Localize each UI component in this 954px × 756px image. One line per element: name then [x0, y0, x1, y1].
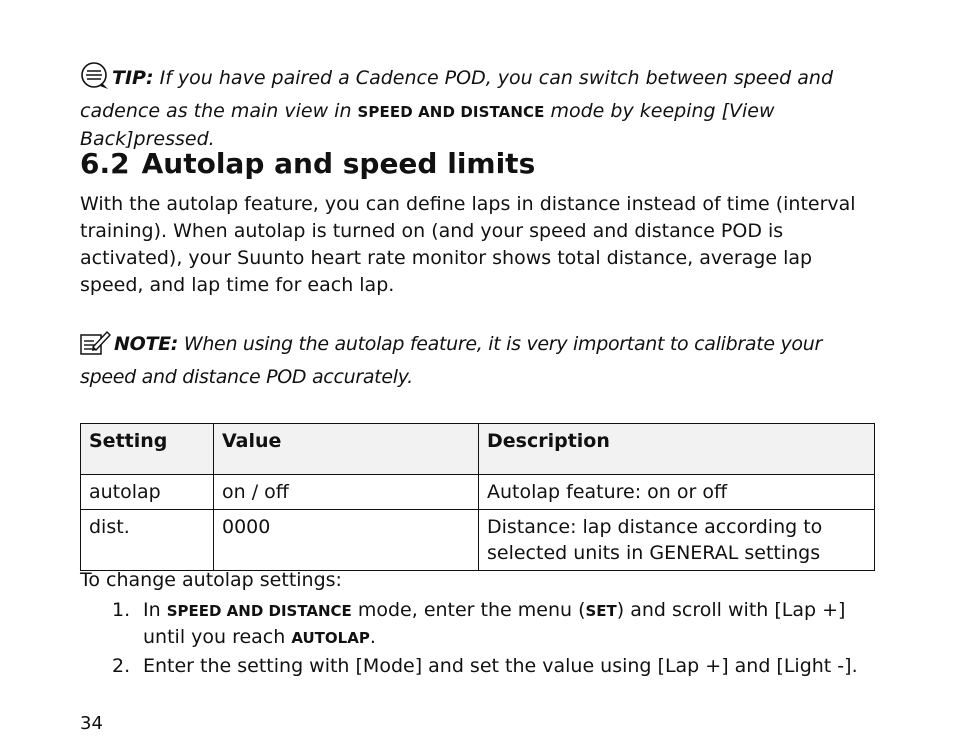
table-row: [81, 510, 875, 571]
section-number: 6.2: [80, 147, 130, 180]
step-text: ) and scroll with [Lap +] until you reach: [143, 599, 846, 648]
step-menu-name: SET: [585, 602, 617, 620]
tip-text-2: mode by keeping [View Back]pressed.: [80, 100, 775, 150]
step-text: In: [143, 599, 167, 621]
step-mode-name: SPEED AND DISTANCE: [166, 602, 352, 620]
section-title: Autolap and speed limits: [141, 147, 536, 180]
settings-table: [80, 423, 875, 571]
cell-description: Distance: lap distance according to selected units in GENERAL settings: [479, 510, 875, 571]
cell-setting: autolap: [81, 475, 214, 510]
steps-intro: To change autolap settings:: [80, 569, 342, 591]
note-icon: [80, 330, 112, 364]
step-number: 1.: [112, 599, 131, 621]
cell-value: 0000: [214, 510, 479, 571]
cell-value: on / off: [214, 475, 479, 510]
cell-setting: dist.: [81, 510, 214, 571]
note-text: When using the autolap feature, it is very important to calibrate your speed and distance POD accurately.: [80, 333, 822, 388]
section-heading: [80, 144, 535, 184]
step-text: mode, enter the menu (: [351, 599, 586, 621]
table-header-row: [81, 424, 875, 475]
step-number: 2.: [112, 655, 131, 677]
step-text: .: [369, 626, 376, 648]
list-item: [80, 597, 880, 651]
list-item: [80, 653, 880, 679]
header-setting: Setting: [81, 424, 214, 475]
step-setting-name: AUTOLAP: [291, 629, 370, 647]
tip-label: TIP:: [112, 67, 154, 89]
cell-description: Autolap feature: on or off: [479, 475, 875, 510]
tip-mode-name: SPEED AND DISTANCE: [357, 103, 545, 121]
tip-text-1: If you have paired a Cadence POD, you can switch between speed and cadence as the main view in: [80, 67, 834, 122]
header-value: Value: [214, 424, 479, 475]
note-label: NOTE:: [114, 333, 179, 355]
tip-icon: [80, 62, 110, 98]
table-row: [81, 475, 875, 510]
note-callout: [80, 330, 880, 391]
tip-callout: [80, 62, 880, 153]
page-number: 34: [80, 713, 103, 734]
steps-list: [80, 597, 880, 681]
body-paragraph: With the autolap feature, you can define laps in distance instead of time (interval training). When autolap is turned on (and your speed and distance POD is activated), your Suunto heart rate monitor shows total distance, average lap speed, and lap time for each lap.: [80, 193, 856, 296]
step-text: Enter the setting with [Mode] and set the value using [Lap +] and [Light -].: [143, 655, 858, 677]
header-description: Description: [479, 424, 875, 475]
